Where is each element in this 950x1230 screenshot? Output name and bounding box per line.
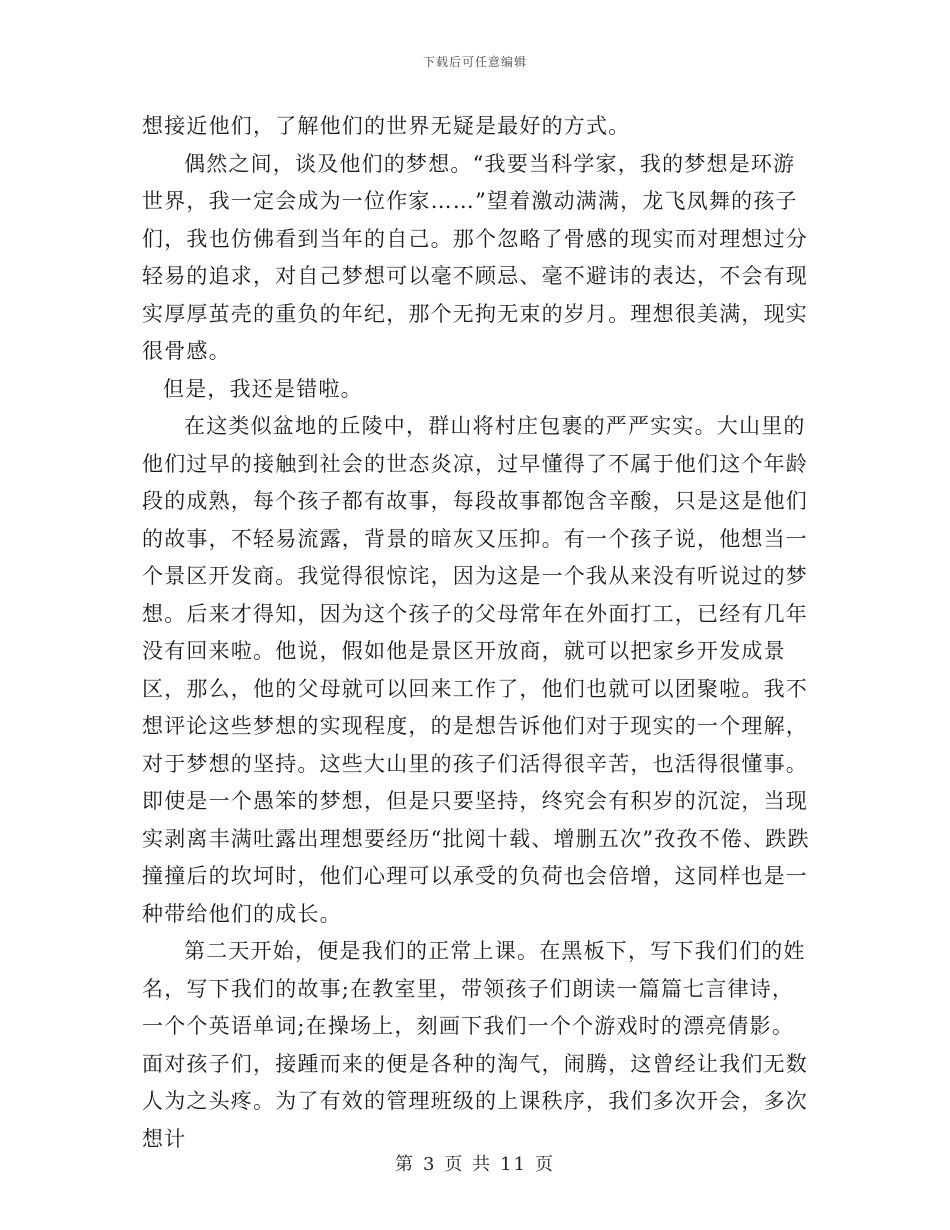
page-total: 11	[500, 1154, 528, 1175]
paragraph-4: 在这类似盆地的丘陵中，群山将村庄包裹的严严实实。大山里的他们过早的接触到社会的世态炎凉，过早懂得了不属于他们这个年龄段的成熟，每个孩子都有故事，每段故事都饱含辛酸，只是这是他们的故事，不轻易流露，背景的暗灰又压抑。有一个孩子说，他想当一个景区开发商。我觉得很惊诧，因为这是一个我从来没有听说过的梦想。后来才得知，因为这个孩子的父母常年在外面打工，已经有几年没有回来啦。他说，假如他是景区开放商，就可以把家乡开发成景区，那么，他的父母就可以回来工作了，他们也就可以团聚啦。我不想评论这些梦想的实现程度，的是想告诉他们对于现实的一个理解，对于梦想的坚持。这些大山里的孩子们活得很辛苦，也活得很懂事。即使是一个愚笨的梦想，但是只要坚持，终究会有积岁的沉淀，当现实剥离丰满吐露出理想要经历“批阅十载、增删五次”孜孜不倦、跌跌撞撞后的坎坷时，他们心理可以承受的负荷也会倍增，这同样也是一种带给他们的成长。	[142, 414, 810, 926]
paragraph-3: 但是，我还是错啦。	[163, 376, 363, 401]
page-footer	[0, 1150, 950, 1176]
page-current: 3	[422, 1154, 437, 1175]
paragraph-1: 想接近他们，了解他们的世界无疑是最好的方式。	[142, 114, 631, 138]
document-body	[142, 108, 812, 1158]
page-suffix: 页	[535, 1154, 556, 1175]
page-header: 下载后可任意编辑	[422, 55, 527, 69]
page-mid: 页 共	[444, 1154, 493, 1175]
paragraph-2: 偶然之间，谈及他们的梦想。“我要当科学家，我的梦想是环游世界，我一定会成为一位作家……”望着激动满满，龙飞凤舞的孩子们，我也仿佛看到当年的自己。那个忽略了骨感的现实而对理想过分轻易的追求，对自己梦想可以毫不顾忌、毫不避讳的表达，不会有现实厚厚茧壳的重负的年纪，那个无拘无束的岁月。理想很美满，现实很骨感。	[142, 151, 808, 363]
page-prefix: 第	[394, 1154, 415, 1175]
paragraph-5: 第二天开始，便是我们的正常上课。在黑板下，写下我们们的姓名，写下我们的故事;在教室里，带领孩子们朗读一篇篇七言律诗，一个个英语单词;在操场上，刻画下我们一个个游戏时的漂亮倩影。面对孩子们，接踵而来的便是各种的淘气，闹腾，这曾经让我们无数人为之头疼。为了有效的管理班级的上课秩序，我们多次开会，多次想计	[142, 939, 808, 1151]
